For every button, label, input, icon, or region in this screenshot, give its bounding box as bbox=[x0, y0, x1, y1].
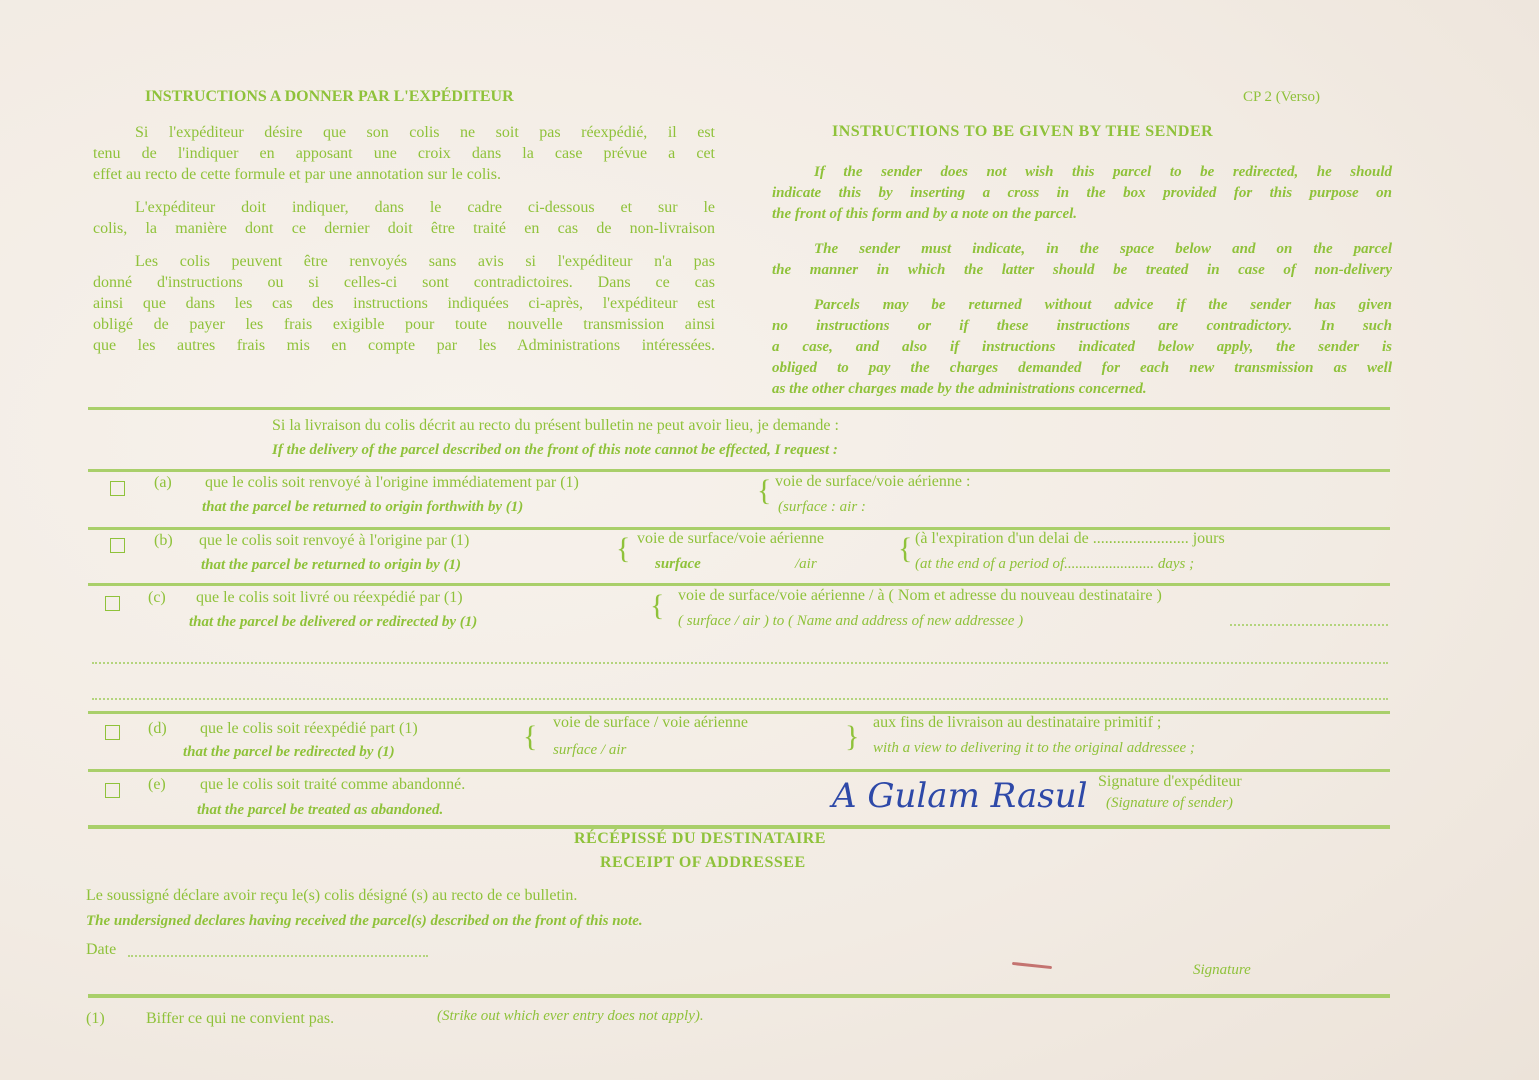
divider-a bbox=[88, 469, 1390, 472]
address-line-3[interactable] bbox=[92, 698, 1388, 700]
divider-top bbox=[88, 407, 1390, 410]
receipt-declaration-english: The undersigned declares having received the parcel(s) described on the front of this note. bbox=[86, 913, 643, 929]
fr-p1-l1: Si l'expéditeur désire que son colis ne soit pas réexpédié, il est bbox=[135, 124, 715, 141]
footnote-number: (1) bbox=[86, 1010, 105, 1027]
option-d-mode-french: voie de surface / voie aérienne bbox=[553, 714, 749, 731]
option-d-english: that the parcel be redirected by (1) bbox=[183, 744, 395, 760]
option-a-mode-french: voie de surface/voie aérienne : bbox=[775, 473, 971, 490]
option-c-french: que le colis soit livré ou réexpédié par (1) bbox=[196, 589, 463, 606]
checkbox-b[interactable] bbox=[110, 538, 125, 553]
option-c-english: that the parcel be delivered or redirected by (1) bbox=[189, 614, 478, 630]
option-d-letter: (d) bbox=[148, 720, 167, 737]
option-a-letter: (a) bbox=[154, 474, 172, 491]
en-p3-l2: no instructions or if these instructions are contradictory. In such bbox=[772, 318, 1392, 334]
option-b-mode-french: voie de surface/voie aérienne bbox=[637, 530, 825, 547]
request-english: If the delivery of the parcel described on the front of this note cannot be effected, I request : bbox=[272, 442, 838, 458]
fr-p1-l2: tenu de l'indiquer en apposant une croix dans la case prévue a cet bbox=[93, 145, 715, 162]
checkbox-e[interactable] bbox=[105, 783, 120, 798]
receipt-date-label: Date bbox=[86, 941, 117, 958]
option-e-french: que le colis soit traité comme abandonné. bbox=[200, 776, 466, 793]
checkbox-c[interactable] bbox=[105, 596, 120, 611]
en-p3-l1: Parcels may be returned without advice if the sender has given bbox=[814, 297, 1392, 313]
brace-c: { bbox=[650, 589, 665, 622]
sender-signature-english: (Signature of sender) bbox=[1106, 795, 1233, 811]
fr-p3-l3: ainsi que dans les cas des instructions indiquées ci-après, l'expéditeur est bbox=[93, 295, 715, 312]
en-p3-l4: obliged to pay the charges demanded for each new transmission as well bbox=[772, 360, 1392, 376]
french-title: INSTRUCTIONS A DONNER PAR L'EXPÉDITEUR bbox=[145, 88, 514, 105]
en-p2-l1: The sender must indicate, in the space below and on the parcel bbox=[814, 241, 1392, 257]
option-a-french: que le colis soit renvoyé à l'origine immédiatement par (1) bbox=[205, 474, 579, 491]
option-b-letter: (b) bbox=[154, 532, 173, 549]
footnote-english: (Strike out which ever entry does not apply). bbox=[437, 1008, 704, 1024]
divider-footnote bbox=[88, 994, 1390, 998]
divider-e bbox=[88, 769, 1390, 772]
english-instructions bbox=[772, 162, 1392, 400]
option-b-french: que le colis soit renvoyé à l'origine par (1) bbox=[199, 532, 470, 549]
address-line-1[interactable] bbox=[1230, 624, 1388, 626]
en-p2-l2: the manner in which the latter should be treated in case of non-delivery bbox=[772, 262, 1392, 278]
option-a-english: that the parcel be returned to origin forthwith by (1) bbox=[202, 499, 524, 515]
en-p3-l5: as the other charges made by the administrations concerned. bbox=[772, 381, 1147, 397]
option-b-mode-air: /air bbox=[795, 556, 817, 572]
option-b-period-english: (at the end of a period of........................ days ; bbox=[915, 556, 1195, 572]
brace-d2: } bbox=[845, 720, 860, 753]
option-e-letter: (e) bbox=[148, 776, 166, 793]
option-e-english: that the parcel be treated as abandoned. bbox=[197, 802, 444, 818]
french-instructions bbox=[93, 122, 715, 356]
ink-mark bbox=[1012, 962, 1052, 969]
fr-p3-l2: donné d'instructions ou si celles-ci sont contradictoires. Dans ce cas bbox=[93, 274, 715, 291]
divider-c bbox=[88, 583, 1390, 586]
receipt-title-english: RECEIPT OF ADDRESSEE bbox=[600, 854, 806, 871]
receipt-signature-label: Signature bbox=[1193, 962, 1251, 978]
option-a-mode-english: (surface : air : bbox=[778, 499, 866, 515]
receipt-title-french: RÉCÉPISSÉ DU DESTINATAIRE bbox=[574, 830, 826, 847]
receipt-date-field[interactable] bbox=[128, 955, 428, 957]
sender-signature-french: Signature d'expéditeur bbox=[1098, 773, 1242, 790]
divider-receipt bbox=[88, 825, 1390, 829]
en-p1-l3: the front of this form and by a note on the parcel. bbox=[772, 206, 1078, 222]
brace-b2: { bbox=[898, 532, 913, 565]
option-b-mode-surface: surface bbox=[655, 556, 701, 572]
option-c-letter: (c) bbox=[148, 589, 166, 606]
brace-b1: { bbox=[616, 532, 631, 565]
option-c-mode-french: voie de surface/voie aérienne / à ( Nom et adresse du nouveau destinataire ) bbox=[678, 587, 1162, 604]
fr-p3-l1: Les colis peuvent être renvoyés sans avis si l'expéditeur n'a pas bbox=[135, 253, 715, 270]
option-d-french: que le colis soit réexpédié part (1) bbox=[200, 720, 418, 737]
footnote-french: Biffer ce qui ne convient pas. bbox=[146, 1010, 335, 1027]
option-b-period-french: (à l'expiration d'un delai de ........................ jours bbox=[915, 530, 1225, 547]
brace-d1: { bbox=[523, 720, 538, 753]
en-p1-l1: If the sender does not wish this parcel to be redirected, he should bbox=[814, 164, 1392, 180]
fr-p2-l1: L'expéditeur doit indiquer, dans le cadre ci-dessous et sur le bbox=[135, 199, 715, 216]
option-b-english: that the parcel be returned to origin by (1) bbox=[201, 557, 461, 573]
fr-p1-l3: effet au recto de cette formule et par une annotation sur le colis. bbox=[93, 166, 501, 183]
en-p1-l2: indicate this by inserting a cross in the box provided for this purpose on bbox=[772, 185, 1392, 201]
checkbox-d[interactable] bbox=[105, 725, 120, 740]
option-d-purpose-french: aux fins de livraison au destinataire primitif ; bbox=[873, 714, 1162, 731]
address-line-2[interactable] bbox=[92, 662, 1388, 664]
english-title: INSTRUCTIONS TO BE GIVEN BY THE SENDER bbox=[832, 123, 1214, 140]
fr-p3-l5: que les autres frais mis en compte par les Administrations intéressées. bbox=[93, 337, 715, 354]
checkbox-a[interactable] bbox=[110, 481, 125, 496]
en-p3-l3: a case, and also if instructions indicated below apply, the sender is bbox=[772, 339, 1392, 355]
receipt-declaration-french: Le soussigné déclare avoir reçu le(s) colis désigné (s) au recto de ce bulletin. bbox=[86, 887, 578, 904]
option-d-mode-english: surface / air bbox=[553, 742, 627, 758]
fr-p3-l4: obligé de payer les frais exigible pour toute nouvelle transmission ainsi bbox=[93, 316, 715, 333]
fr-p2-l2: colis, la manière dont ce dernier doit être traité en cas de non-livraison bbox=[93, 220, 715, 237]
brace-a: { bbox=[757, 474, 772, 507]
sender-handwritten-signature: A Gulam Rasul bbox=[832, 776, 1088, 816]
request-french: Si la livraison du colis décrit au recto du présent bulletin ne peut avoir lieu, je demande : bbox=[272, 417, 839, 434]
option-d-purpose-english: with a view to delivering it to the original addressee ; bbox=[873, 740, 1195, 756]
option-c-mode-english: ( surface / air ) to ( Name and address of new addressee ) bbox=[678, 613, 1024, 629]
form-code: CP 2 (Verso) bbox=[1243, 89, 1320, 105]
